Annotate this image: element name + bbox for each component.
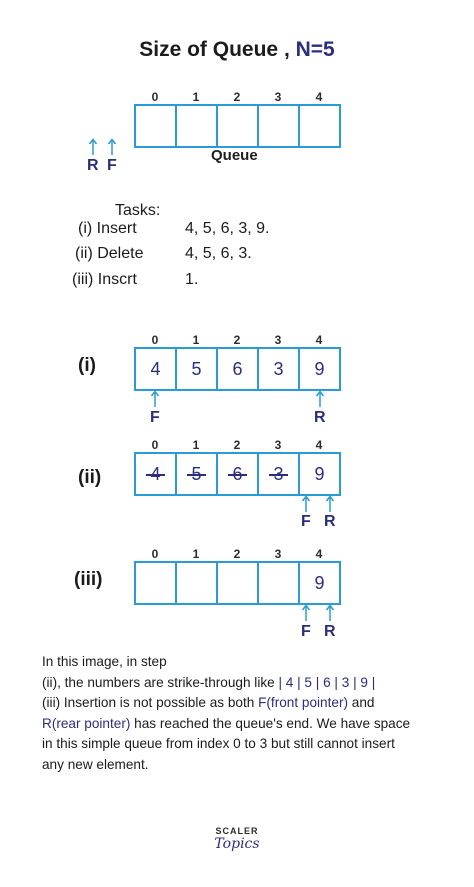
queue-step-1 (134, 347, 339, 391)
index-label: 3 (274, 333, 282, 347)
cell-value: 4 (150, 358, 161, 379)
title-accent: N=5 (295, 38, 335, 61)
rear-pointer-label: R (314, 409, 326, 426)
description-line: in this simple queue from index 0 to 3 but still cannot insert (42, 736, 395, 751)
index-label: 4 (315, 333, 323, 347)
task-values: 4, 5, 6, 3. (185, 245, 252, 262)
step-label: (i) (78, 355, 96, 376)
queue-step-2 (134, 452, 339, 496)
up-arrow-icon (315, 390, 325, 408)
up-arrow-icon (107, 138, 117, 156)
queue-step-3 (134, 561, 339, 605)
description-line (42, 673, 462, 694)
up-arrow-icon (325, 495, 335, 513)
strike-line (228, 474, 247, 476)
strike-line (269, 474, 288, 476)
description-paragraph (42, 652, 462, 775)
description-highlight: F(front pointer) (258, 695, 348, 710)
description-line: In this image, in step (42, 654, 167, 669)
front-pointer-label: F (301, 623, 311, 640)
rear-pointer-label: R (87, 157, 99, 174)
queue-cell (298, 561, 341, 605)
index-label: 4 (315, 547, 323, 561)
up-arrow-icon (150, 390, 160, 408)
description-text: and (348, 695, 375, 710)
index-label: 1 (192, 438, 200, 452)
step3-index-row (145, 547, 329, 561)
queue-cell (257, 452, 300, 496)
task-values: 1. (185, 271, 199, 288)
index-label: 0 (151, 547, 159, 561)
up-arrow-icon (325, 604, 335, 622)
queue-cell (175, 347, 218, 391)
queue-cell (175, 561, 218, 605)
cell-value: 6 (232, 358, 243, 379)
queue-cell (216, 561, 259, 605)
description-highlight: | 4 | 5 | 6 | 3 | 9 | (278, 674, 376, 690)
strike-line (146, 474, 165, 476)
queue-label: Queue (211, 147, 258, 164)
queue-cell (134, 347, 177, 391)
step-label: (ii) (78, 467, 102, 488)
page-title (0, 38, 474, 62)
queue-cell (257, 347, 300, 391)
description-line: any new element. (42, 756, 149, 772)
up-arrow-icon (301, 495, 311, 513)
front-pointer-label: F (150, 409, 160, 426)
queue-cell (134, 452, 177, 496)
step1-index-row (145, 333, 329, 347)
top-index-row (145, 90, 329, 104)
index-label: 0 (151, 438, 159, 452)
description-text: (iii) Insertion is not possible as both (42, 695, 259, 710)
front-pointer-label: F (107, 157, 117, 174)
cell-value: 9 (314, 463, 325, 484)
queue-cell (257, 561, 300, 605)
queue-cell (298, 347, 341, 391)
tasks-heading: Tasks: (115, 202, 161, 219)
up-arrow-icon (301, 604, 311, 622)
queue-cell (216, 347, 259, 391)
index-label: 1 (192, 90, 200, 104)
description-text: has reached the queue's end. We have space (130, 715, 411, 731)
task-step: (iii) Inscrt (72, 271, 137, 288)
index-label: 0 (151, 90, 159, 104)
index-label: 4 (315, 90, 323, 104)
index-label: 1 (192, 547, 200, 561)
task-values: 4, 5, 6, 3, 9. (185, 220, 270, 237)
cell-value: 9 (314, 572, 325, 593)
cell-value: 3 (273, 358, 284, 379)
empty-queue (134, 104, 339, 148)
queue-cell (257, 104, 300, 148)
index-label: 3 (274, 438, 282, 452)
cell-value: 9 (314, 358, 325, 379)
queue-cell (134, 561, 177, 605)
description-text: (ii), the numbers are strike-through like (42, 674, 279, 690)
rear-pointer-label: R (324, 513, 336, 530)
index-label: 1 (192, 333, 200, 347)
logo-line-1: SCALER (215, 826, 259, 836)
queue-cell (134, 104, 177, 148)
description-line (42, 714, 462, 735)
logo-line-2: Topics (214, 836, 260, 852)
queue-cell (216, 104, 259, 148)
strike-line (187, 474, 206, 476)
task-step: (ii) Delete (75, 245, 144, 262)
index-label: 2 (233, 90, 241, 104)
index-label: 2 (233, 438, 241, 452)
index-label: 2 (233, 547, 241, 561)
queue-cell (175, 104, 218, 148)
front-pointer-label: F (301, 513, 311, 530)
index-label: 2 (233, 333, 241, 347)
scaler-topics-logo (207, 826, 267, 852)
queue-cell (298, 104, 341, 148)
queue-cell (216, 452, 259, 496)
task-step: (i) Insert (78, 220, 137, 237)
queue-cell (175, 452, 218, 496)
rear-pointer-label: R (324, 623, 336, 640)
step2-index-row (145, 438, 329, 452)
index-label: 0 (151, 333, 159, 347)
description-line (42, 693, 462, 714)
description-highlight: R(rear pointer) (42, 715, 131, 731)
cell-value: 5 (191, 358, 202, 379)
queue-cell (298, 452, 341, 496)
title-text: Size of Queue , (139, 38, 296, 61)
index-label: 4 (315, 438, 323, 452)
up-arrow-icon (88, 138, 98, 156)
index-label: 3 (274, 547, 282, 561)
index-label: 3 (274, 90, 282, 104)
step-label: (iii) (74, 569, 103, 590)
